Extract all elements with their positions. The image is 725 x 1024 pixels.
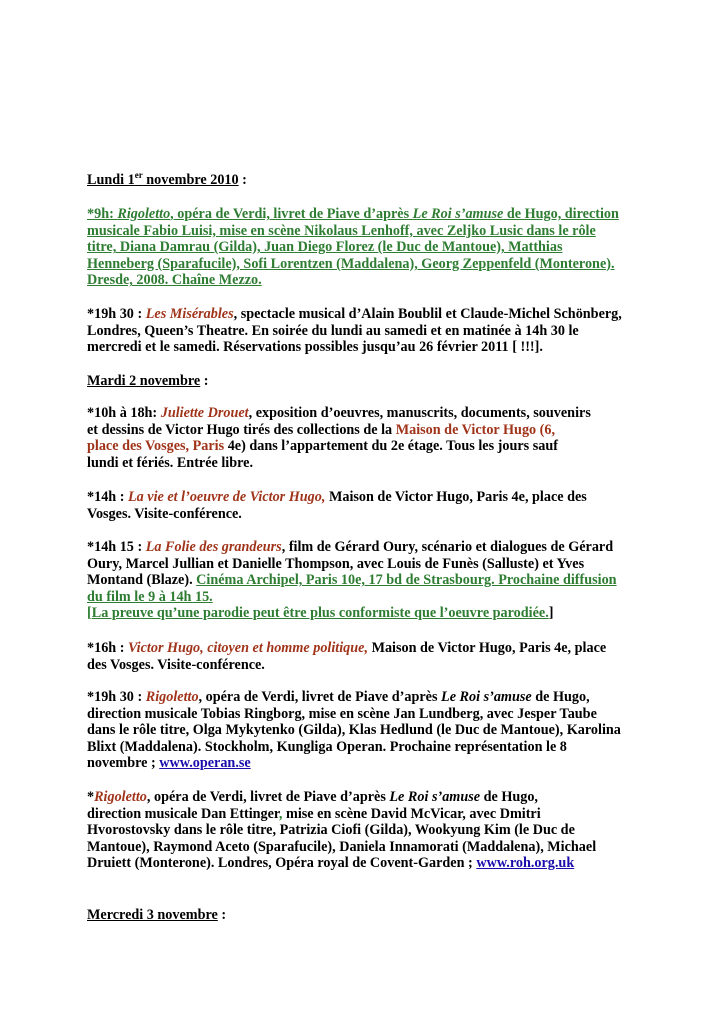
text-fragment bbox=[87, 405, 647, 422]
text-fragment: Londres, Queen’s Theatre. En soirée du lundi au samedi et en matinée à 14h 30 le bbox=[87, 322, 579, 339]
text-fragment: et dessins de Victor Hugo tirés des collections de la bbox=[87, 421, 396, 438]
text-fragment: *16h : bbox=[87, 640, 128, 656]
text-fragment: Vosges. Visite-conférence. bbox=[87, 505, 242, 522]
text-fragment: Rigoletto bbox=[94, 789, 147, 805]
text-fragment: *14h 15 : bbox=[87, 539, 146, 555]
text-fragment: Druiett (Monterone). Londres, Opéra royal de Covent-Garden ; bbox=[87, 855, 477, 872]
text-fragment: place des Vosges, Paris bbox=[87, 438, 225, 455]
text-fragment bbox=[87, 907, 647, 924]
text-fragment bbox=[87, 438, 647, 455]
text-fragment: Maison de Victor Hugo (6, bbox=[395, 421, 556, 438]
text-fragment: , bbox=[278, 805, 283, 822]
event-vie-oeuvre-hugo bbox=[87, 489, 647, 522]
text-fragment bbox=[87, 855, 647, 872]
text-fragment: , exposition d’oeuvres, manuscrits, documents, souvenirs bbox=[248, 405, 591, 421]
text-fragment bbox=[87, 172, 647, 189]
text-fragment: Oury, Marcel Jullian et Danielle Thompson, avec Louis de Funès (Salluste) et Yves bbox=[87, 555, 585, 572]
text-fragment: mise en scène David McVicar, avec Dmitri bbox=[282, 805, 541, 822]
superscript: er bbox=[134, 170, 143, 180]
text-fragment bbox=[87, 689, 647, 706]
text-fragment bbox=[87, 589, 647, 606]
text-fragment: Mardi 2 novembre bbox=[87, 373, 201, 389]
text-fragment: Les Misérables bbox=[145, 306, 234, 322]
text-fragment bbox=[87, 806, 647, 823]
text-fragment: La preuve qu’une parodie peut être plus conformiste que l’oeuvre parodiée. bbox=[91, 605, 549, 622]
text-fragment: Rigoletto bbox=[117, 206, 171, 222]
event-folie-des-grandeurs bbox=[87, 539, 647, 622]
text-fragment: mercredi et le samedi. Réservations possibles jusqu’au 26 février 2011 [ !!!]. bbox=[87, 339, 543, 356]
text-fragment: de Hugo, bbox=[531, 689, 590, 705]
text-fragment: Rigoletto bbox=[145, 689, 199, 705]
text-fragment: *19h 30 : bbox=[87, 689, 146, 705]
text-fragment bbox=[87, 306, 647, 323]
text-fragment: Victor Hugo, citoyen et homme politique, bbox=[128, 640, 369, 656]
text-fragment: musicale Fabio Luisi, mise en scène Nikolaus Lenhoff, avec Zeljko Lusic dans le rôle bbox=[87, 222, 596, 239]
text-fragment: Montand (Blaze). bbox=[87, 572, 197, 589]
event-les-miserables bbox=[87, 306, 647, 356]
text-fragment: : bbox=[217, 907, 227, 923]
text-fragment: Mantoue), Raymond Aceto (Sparafucile), Daniela Innamorati (Maddalena), Michael bbox=[87, 838, 597, 855]
roh-link[interactable]: www.roh.org.uk bbox=[476, 855, 575, 872]
text-fragment: Le Roi s’amuse bbox=[441, 689, 532, 705]
text-fragment: , opéra de Verdi, livret de Piave d’après bbox=[146, 789, 390, 805]
text-fragment: *9h: bbox=[87, 206, 118, 222]
text-fragment: Blixt (Maddalena). Stockholm, Kungliga Operan. Prochaine représentation le 8 bbox=[87, 738, 567, 755]
text-fragment: dans le rôle titre, Olga Mykytenko (Gilda), Klas Hedlund (le Duc de Mantoue), Karolina bbox=[87, 722, 621, 739]
text-fragment bbox=[87, 489, 647, 506]
text-fragment: des Vosges. Visite-conférence. bbox=[87, 656, 265, 673]
text-fragment: Mercredi 3 novembre bbox=[87, 907, 218, 923]
text-fragment: Hvorostovsky dans le rôle titre, Patrizia Ciofi (Gilda), Wookyung Kim (le Duc de bbox=[87, 822, 575, 839]
text-fragment: : bbox=[238, 172, 247, 188]
text-fragment: du film le 9 à 14h 15. bbox=[87, 588, 213, 605]
text-fragment bbox=[87, 640, 647, 657]
text-fragment: Dresde, 2008. Chaîne Mezzo. bbox=[87, 272, 262, 289]
event-rigoletto-dresde bbox=[87, 206, 647, 289]
text-fragment bbox=[87, 422, 647, 439]
text-fragment: direction musicale Tobias Ringborg, mise en scène Jan Lundberg, avec Jesper Taube bbox=[87, 705, 597, 722]
text-fragment: Maison de Victor Hugo, Paris 4e, place des bbox=[325, 489, 587, 505]
text-fragment: direction musicale Dan Ettinger bbox=[87, 805, 279, 822]
text-fragment bbox=[87, 373, 647, 390]
event-rigoletto-stockholm bbox=[87, 689, 647, 772]
text-fragment: , opéra de Verdi, livret de Piave d’après bbox=[198, 689, 442, 705]
day-label bbox=[87, 172, 239, 188]
day-heading-mardi bbox=[87, 373, 647, 390]
text-fragment: , spectacle musical d’Alain Boublil et Claude-Michel Schönberg, bbox=[233, 306, 622, 322]
event-juliette-drouet bbox=[87, 405, 647, 471]
text-fragment: *19h 30 : bbox=[87, 306, 146, 322]
text-fragment: lundi et fériés. Entrée libre. bbox=[87, 454, 254, 471]
text-fragment: *10h à 18h: bbox=[87, 405, 161, 421]
text-fragment: titre, Diana Damrau (Gilda), Juan Diego Florez (le Duc de Mantoue), Matthias bbox=[87, 239, 563, 256]
text-fragment: de Hugo, direction bbox=[503, 206, 619, 222]
text-fragment bbox=[87, 605, 647, 622]
text-fragment: 4e) dans l’appartement du 2e étage. Tous les jours sauf bbox=[224, 438, 558, 455]
text-fragment: , film de Gérard Oury, scénario et dialogues de Gérard bbox=[281, 539, 614, 555]
text-fragment bbox=[87, 572, 647, 589]
day-heading-mercredi bbox=[87, 907, 647, 924]
text-fragment: de Hugo, bbox=[480, 789, 538, 805]
text-fragment bbox=[87, 755, 647, 772]
text-fragment: La Folie des grandeurs bbox=[145, 539, 282, 555]
text-fragment: Maison de Victor Hugo, Paris 4e, place bbox=[368, 640, 607, 656]
text-fragment: novembre ; bbox=[87, 755, 160, 772]
text-fragment: Cinéma Archipel, Paris 10e, 17 bd de Strasbourg. Prochaine diffusion bbox=[196, 572, 617, 589]
text-fragment: *14h : bbox=[87, 489, 128, 505]
text-fragment bbox=[87, 206, 647, 223]
text-fragment: Le Roi s’amuse bbox=[389, 789, 481, 805]
text-fragment bbox=[87, 539, 647, 556]
event-rigoletto-london bbox=[87, 789, 647, 872]
day-heading-lundi bbox=[87, 172, 647, 189]
operan-link[interactable]: www.operan.se bbox=[159, 755, 251, 772]
text-fragment: Henneberg (Sparafucile), Sofi Lorentzen (Maddalena), Georg Zeppenfeld (Monterone). bbox=[87, 255, 615, 272]
text-fragment: : bbox=[200, 373, 209, 389]
text-fragment: * bbox=[87, 789, 95, 805]
text-fragment: [ bbox=[87, 605, 92, 622]
text-fragment: Le Roi s’amuse bbox=[412, 206, 504, 222]
text-fragment: , opéra de Verdi, livret de Piave d’après bbox=[170, 206, 413, 222]
text-fragment: Lundi 1 bbox=[87, 172, 135, 188]
text-fragment: novembre 2010 bbox=[142, 172, 239, 188]
text-fragment: La vie et l’oeuvre de Victor Hugo, bbox=[128, 489, 326, 505]
text-fragment: ] bbox=[548, 605, 554, 622]
event-hugo-citoyen bbox=[87, 640, 647, 673]
text-fragment: Juliette Drouet bbox=[160, 405, 249, 421]
text-fragment bbox=[87, 789, 647, 806]
